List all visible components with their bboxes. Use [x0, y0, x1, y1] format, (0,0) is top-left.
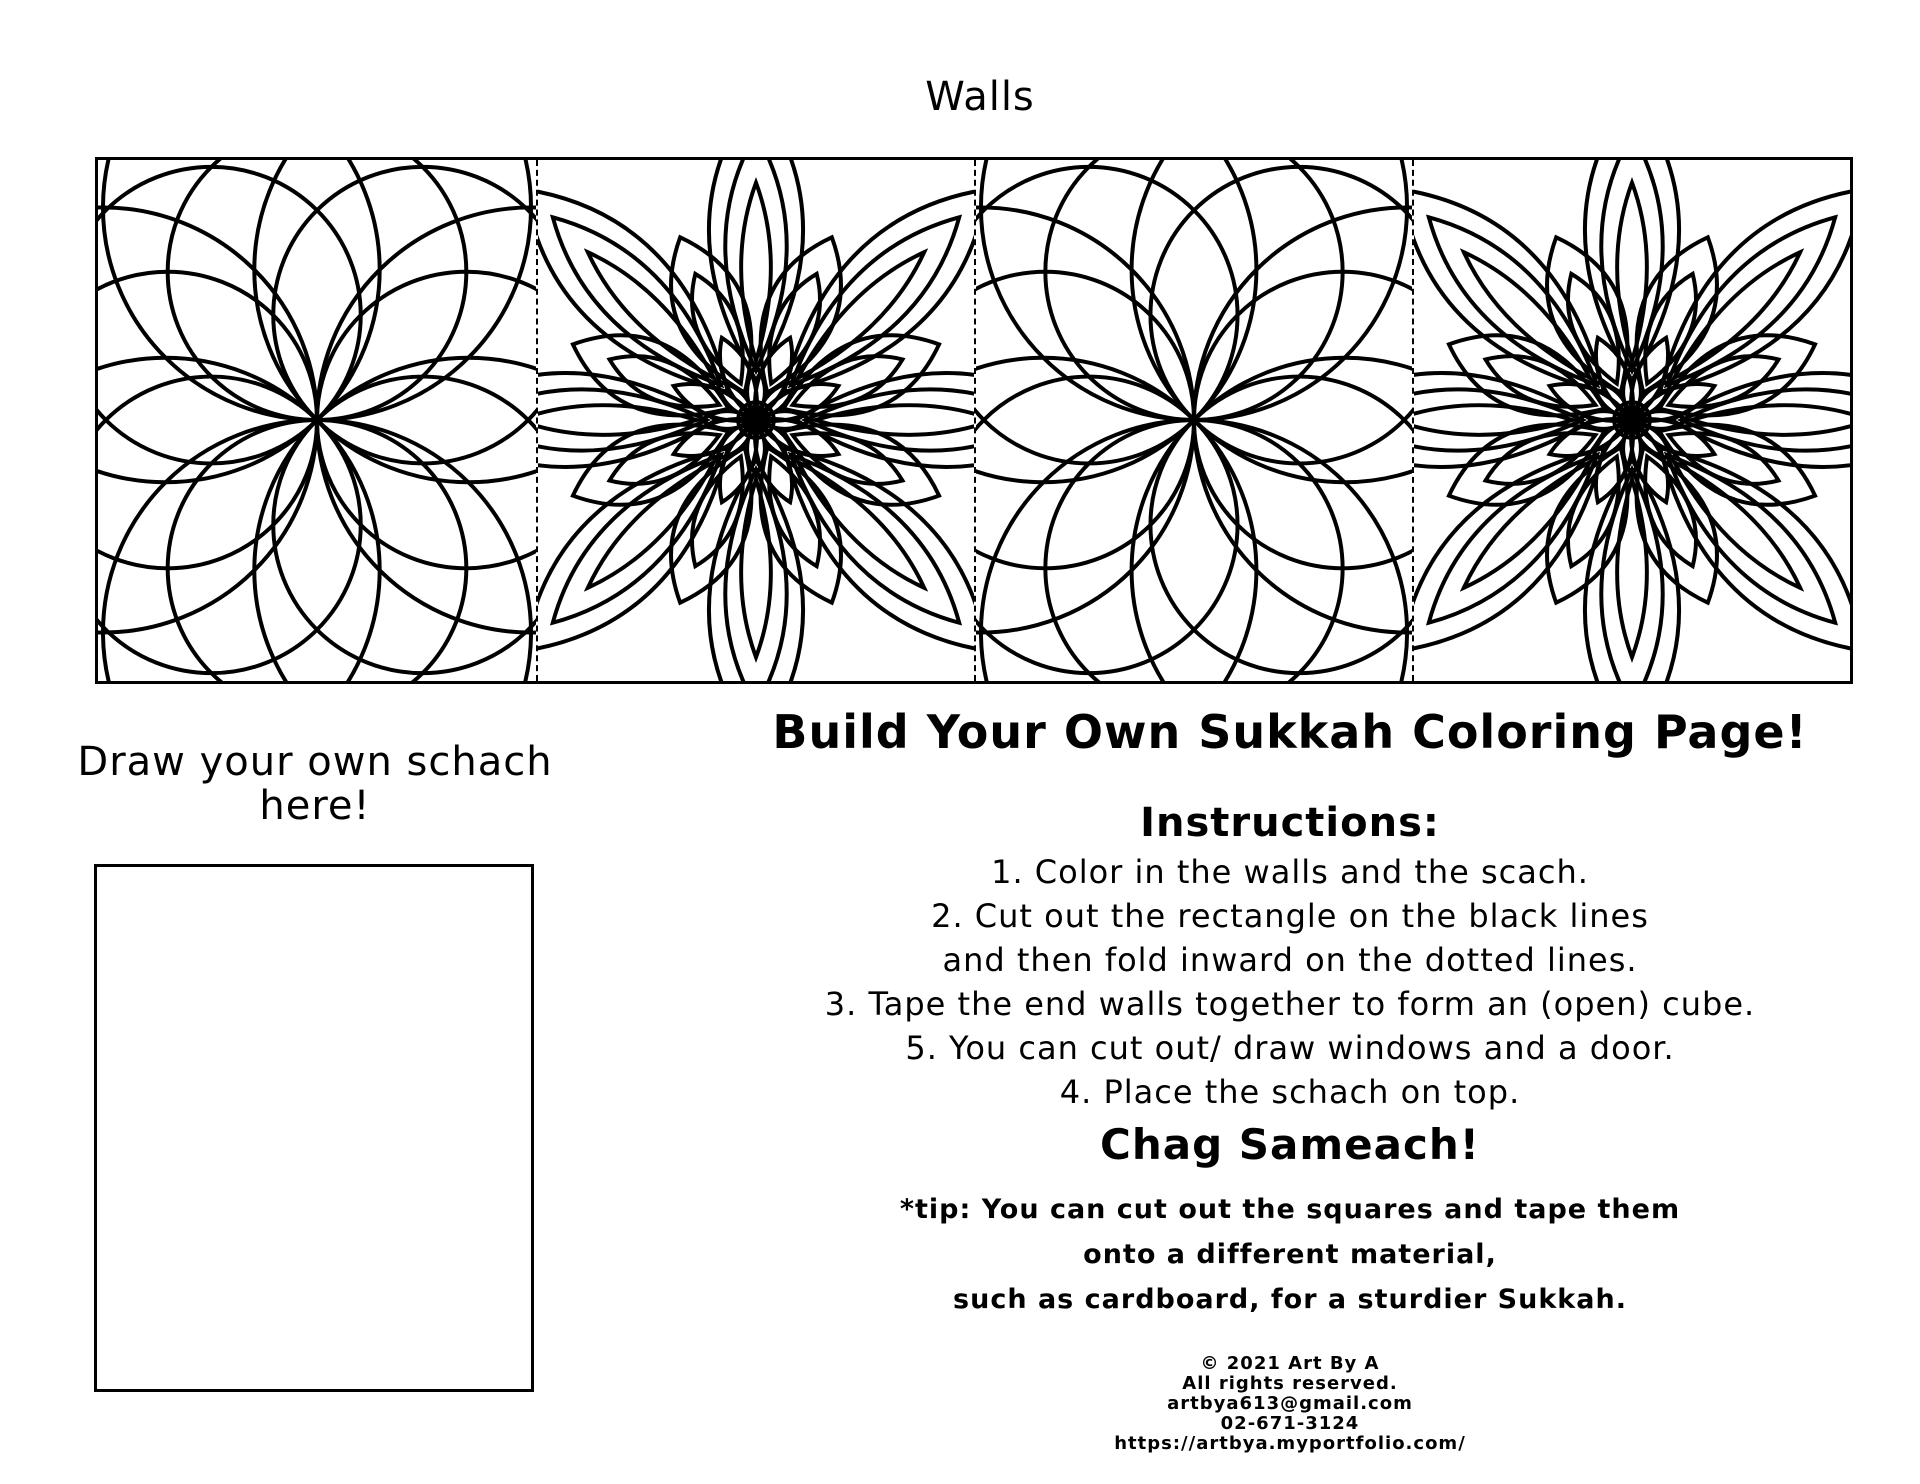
instruction-step: 1. Color in the walls and the scach.: [991, 853, 1589, 891]
petal-line: [791, 217, 959, 385]
ring-line: [976, 207, 1194, 632]
schach-label-line: Draw your own schach: [77, 739, 553, 785]
petal-line: [1669, 356, 1779, 407]
petal-line: [1414, 405, 1573, 435]
walls-strip: [95, 157, 1853, 684]
petal-line: [1667, 455, 1835, 623]
petal-line: [1645, 274, 1696, 384]
tip-line: onto a different material,: [1083, 1239, 1497, 1270]
instruction-step: 3. Tape the end walls together to form an (open) cube.: [824, 985, 1756, 1023]
petal-line: [1429, 217, 1597, 385]
contact-phone: 02-671-3124: [1220, 1413, 1360, 1434]
instruction-step: 4. Place the schach on top.: [1059, 1073, 1521, 1111]
petal-line: [553, 217, 721, 385]
tip-text: [700, 1187, 1880, 1322]
instruction-step: 2. Cut out the rectangle on the black lines: [931, 897, 1649, 935]
petal-line: [793, 356, 903, 407]
petal-line: [815, 405, 974, 435]
petal-line: [741, 183, 771, 361]
petal-line: [1669, 433, 1779, 484]
instructions-list: [700, 850, 1880, 1114]
schach-drawing-box[interactable]: [94, 864, 534, 1392]
ring-line: [98, 207, 317, 632]
petal-line: [1429, 455, 1597, 623]
instruction-step: 5. You can cut out/ draw windows and a door.: [905, 1029, 1675, 1067]
ring-line: [168, 160, 467, 420]
petal-mandala: [538, 160, 974, 681]
walls-title: Walls: [925, 74, 1035, 120]
petal-line: [538, 405, 697, 435]
portfolio-link[interactable]: https://artbya.myportfolio.com/: [1114, 1433, 1466, 1454]
petal-line: [1568, 457, 1619, 567]
ring-line: [1045, 160, 1342, 420]
schach-label-line: here!: [259, 783, 371, 829]
instructions-heading: Instructions:: [1140, 800, 1440, 846]
petal-line: [610, 356, 720, 407]
petal-line: [741, 479, 771, 657]
petal-line: [1667, 217, 1835, 385]
closing-greeting: Chag Sameach!: [1100, 1120, 1480, 1169]
copyright-block: [700, 1354, 1880, 1454]
petal-line: [793, 433, 903, 484]
overlapping-circles-rosette: [976, 160, 1412, 681]
tip-line: such as cardboard, for a sturdier Sukkah.: [953, 1284, 1627, 1315]
copyright-line: © 2021 Art By A: [1200, 1353, 1380, 1374]
ring-line: [317, 207, 536, 632]
petal-line: [769, 274, 820, 384]
petal-line: [791, 455, 959, 623]
schach-label: [40, 740, 590, 828]
page-title: Build Your Own Sukkah Coloring Page!: [772, 705, 1808, 759]
petal-line: [1617, 183, 1647, 361]
ring-line: [1194, 207, 1412, 632]
petal-line: [692, 457, 743, 567]
petal-line: [1691, 405, 1850, 435]
overlapping-circles-rosette: [98, 160, 536, 681]
petal-mandala: [1414, 160, 1850, 681]
petal-line: [1617, 479, 1647, 657]
rights-line: All rights reserved.: [1182, 1373, 1398, 1394]
wall-panel-mandala: [1412, 160, 1850, 681]
wall-panel-circles: [974, 160, 1412, 681]
wall-panel-circles: [98, 160, 536, 681]
tip-line: *tip: You can cut out the squares and tape them: [899, 1194, 1681, 1225]
wall-panel-mandala: [536, 160, 974, 681]
ring-line: [1045, 420, 1342, 681]
contact-email: artbya613@gmail.com: [1167, 1393, 1413, 1414]
instruction-step: and then fold inward on the dotted lines.: [942, 941, 1638, 979]
ring-line: [168, 420, 467, 681]
petal-line: [553, 455, 721, 623]
petal-line: [1486, 356, 1596, 407]
